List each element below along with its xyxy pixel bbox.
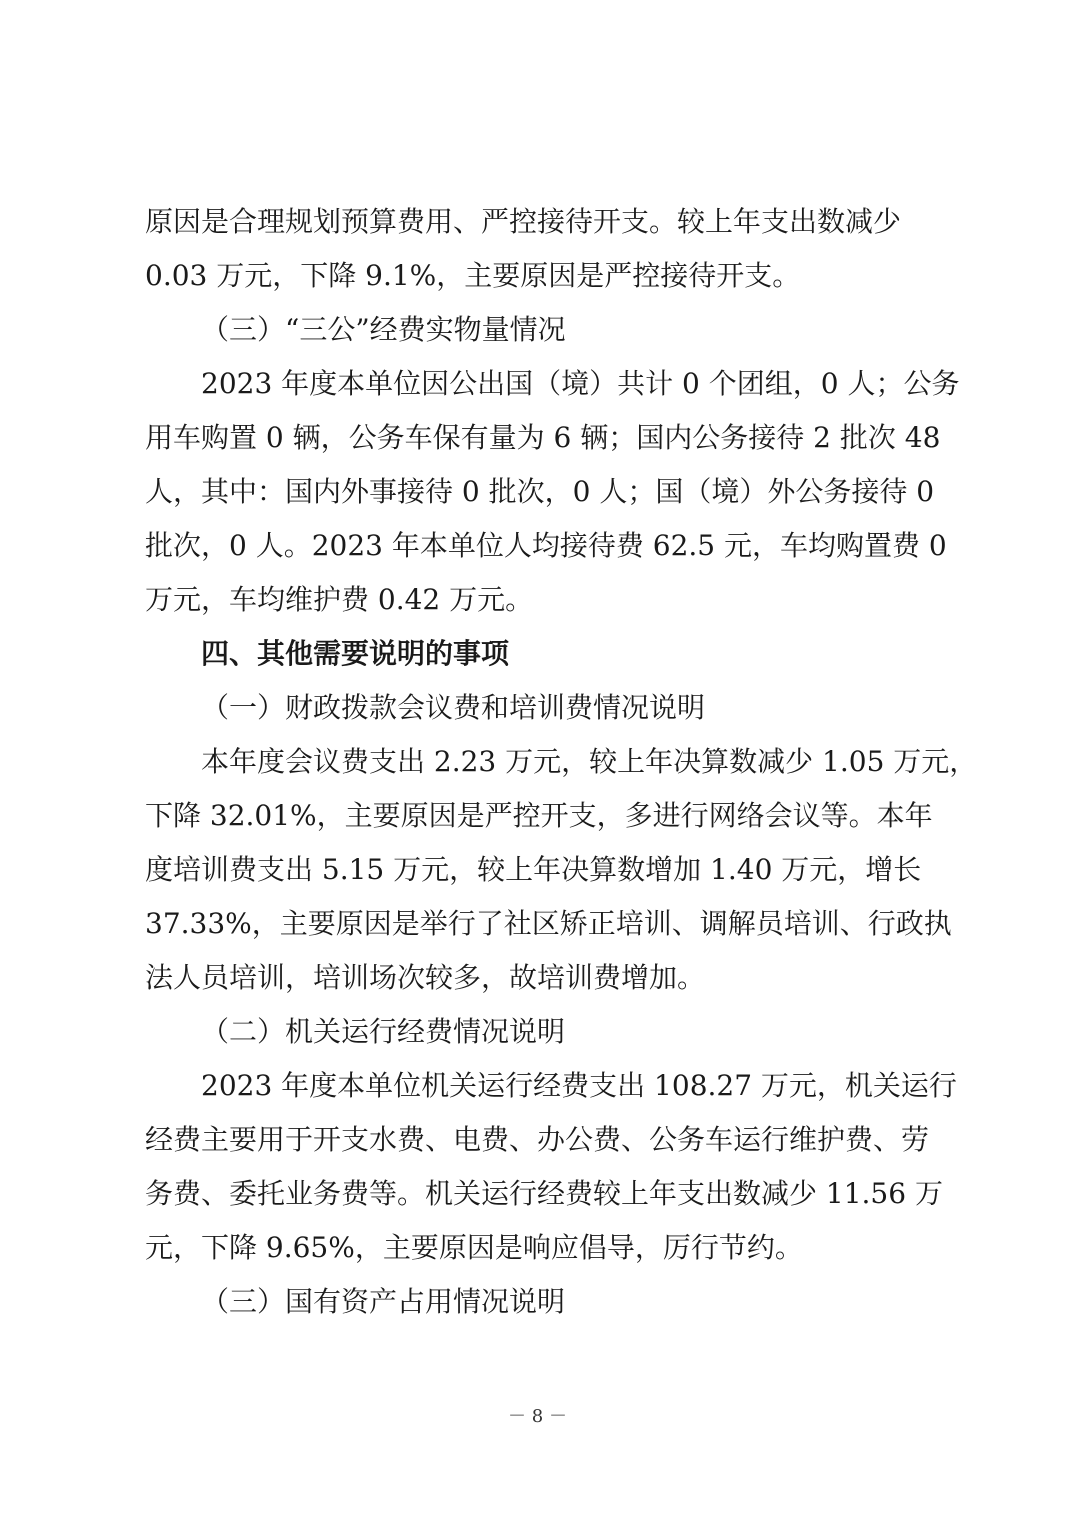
- page-number: － 8 －: [508, 1406, 567, 1427]
- paragraph-line: 2023 年度本单位机关运行经费支出 108.27 万元，机关运行: [201, 1069, 957, 1102]
- paragraph-line: 原因是合理规划预算费用、严控接待开支。较上年支出数减少: [145, 205, 902, 238]
- paragraph-line: 度培训费支出 5.15 万元，较上年决算数增加 1.40 万元，增长: [145, 853, 922, 886]
- paragraph-line: 批次，0 人。2023 年本单位人均接待费 62.5 元，车均购置费 0: [145, 529, 947, 562]
- subsection-heading: （三）“三公”经费实物量情况: [201, 313, 566, 346]
- subsection-heading: （三）国有资产占用情况说明: [201, 1285, 566, 1318]
- paragraph-line: 本年度会议费支出 2.23 万元，较上年决算数减少 1.05 万元，: [201, 745, 978, 778]
- paragraph-line: 用车购置 0 辆，公务车保有量为 6 辆；国内公务接待 2 批次 48: [145, 421, 941, 454]
- subsection-heading: （一）财政拨款会议费和培训费情况说明: [201, 691, 706, 724]
- paragraph-line: 万元，车均维护费 0.42 万元。: [145, 583, 534, 616]
- paragraph-line: 0.03 万元，下降 9.1%，主要原因是严控接待开支。: [145, 259, 801, 292]
- paragraph-line: 下降 32.01%，主要原因是严控开支，多进行网络会议等。本年: [145, 799, 933, 832]
- section-heading: 四、其他需要说明的事项: [201, 637, 510, 670]
- paragraph-line: 2023 年度本单位因公出国（境）共计 0 个团组，0 人；公务: [201, 367, 960, 400]
- paragraph-line: 元，下降 9.65%，主要原因是响应倡导，厉行节约。: [145, 1231, 803, 1264]
- paragraph-line: 人，其中：国内外事接待 0 批次，0 人；国（境）外公务接待 0: [145, 475, 935, 508]
- paragraph-line: 37.33%，主要原因是举行了社区矫正培训、调解员培训、行政执: [145, 907, 952, 940]
- paragraph-line: 经费主要用于开支水费、电费、办公费、公务车运行维护费、劳: [145, 1123, 930, 1156]
- paragraph-line: 法人员培训，培训场次较多，故培训费增加。: [145, 961, 706, 994]
- paragraph-line: 务费、委托业务费等。机关运行经费较上年支出数减少 11.56 万: [145, 1177, 943, 1210]
- subsection-heading: （二）机关运行经费情况说明: [201, 1015, 566, 1048]
